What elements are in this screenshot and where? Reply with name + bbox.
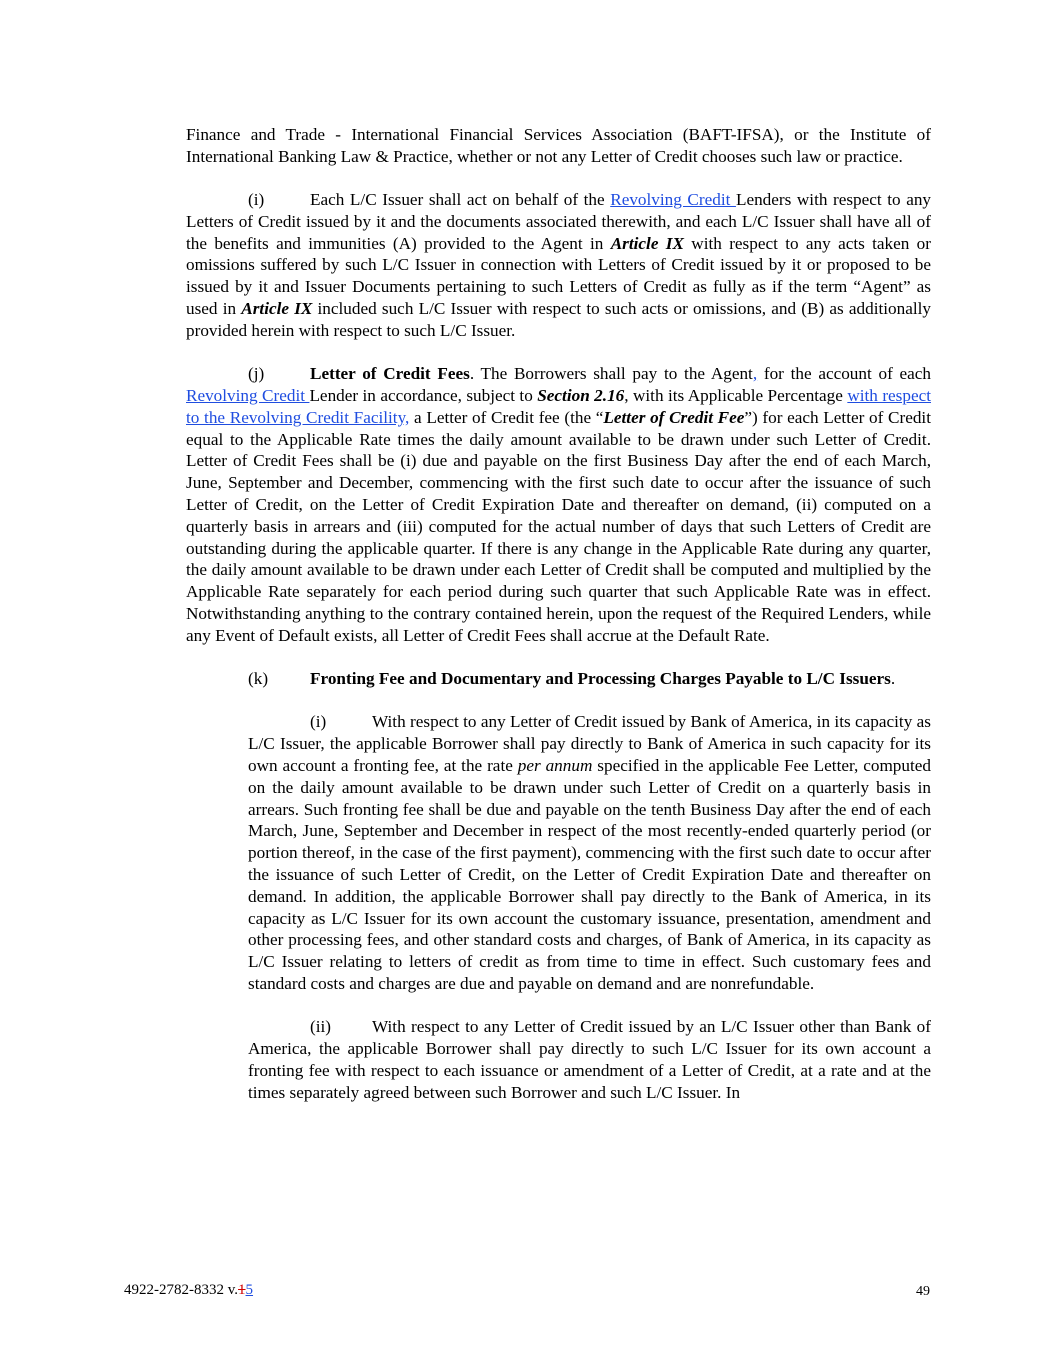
inserted-text: , [752, 364, 758, 384]
inserted-text: with respect to the Revolving Credit Facility, [186, 385, 931, 427]
section-heading: Fronting Fee and Documentary and Processing Charges Payable to L/C Issuers [310, 669, 891, 689]
inserted-text: Revolving Credit [186, 385, 310, 405]
section-heading: Letter of Credit Fees [310, 364, 470, 384]
paragraph-k-i: (i) With respect to any Letter of Credit issued by Bank of America, in its capacity as L/C Issuer, the applicable Borrower shall pay directly to Bank of America in such capacity for its own account a fronting fee, at the rate per annum specified in the applicable Fee Letter, computed on the daily amount available to be drawn under such Letter of Credit on a quarterly basis in arrears. Such fronting fee shall be due and payable on the tenth Business Day after the end of each March, June, September and December in respect of the most recently-ended quarterly period (or portion thereof, in the case of the first payment), commencing with the first such date to occur after the issuance of such Letter of Credit, on the Letter of Credit Expiration Date and thereafter on demand. In addition, the applicable Borrower shall pay directly to the Bank of America, in its capacity as L/C Issuer for its own account the customary issuance, presentation, amendment and other processing fees, and other standard costs and charges, of Bank of America, in its capacity as L/C Issuer relating to letters of credit as from time to time in effect. Such customary fees and standard costs and charges are due and payable on demand and are nonrefundable. [248, 712, 931, 993]
paragraph-j: (j) Letter of Credit Fees. The Borrowers shall pay to the Agent, for the account of each Revolving Credit Lender in accordance, subject to Section 2.16, with its Applicable Percentage with respect to the Revolving Credit Facility, a Letter of Credit fee (the “Letter of Credit Fee”) for each Letter of Credit equal to the Applicable Rate times the daily amount available to be drawn under such Letter of Credit. Letter of Credit Fees shall be (i) due and payable on the first Business Day after the end of each March, June, September and December, commencing with the first such date to occur after the issuance of such Letter of Credit, on the Letter of Credit Expiration Date and thereafter on demand, (ii) computed on a quarterly basis in arrears and (iii) computed for the actual number of days that such Letters of Credit are outstanding during the applicable quarter. If there is any change in the Applicable Rate during any quarter, the daily amount available to be drawn under each Letter of Credit shall be computed and multiplied by the Applicable Rate separately for each period during such quarter that such Applicable Rate was in effect. Notwithstanding anything to the contrary contained herein, upon the request of the Required Lenders, while any Event of Default exists, all Letter of Credit Fees shall accrue at the Default Rate. [186, 364, 931, 645]
deleted-text: 1 [238, 1282, 246, 1298]
inserted-text: 5 [245, 1282, 254, 1298]
paragraph-label: (k) [248, 669, 269, 689]
cross-reference: Section 2.16 [537, 385, 625, 405]
paragraph-i: (i) Each L/C Issuer shall act on behalf of the Revolving Credit Lenders with respect to any Letters of Credit issued by it and the documents associated therewith, and each L/C Issuer shall have all of the benefits and immunities (A) provided to the Agent in Article IX with respect to any acts taken or omissions suffered by such L/C Issuer in connection with Letters of Credit issued by it or proposed to be issued by it and Issuer Documents pertaining to such Letters of Credit as fully as if the term “Agent” as used in Article IX included such L/C Issuer with respect to such acts or omissions, and (B) as additionally provided herein with respect to such L/C Issuer. [186, 190, 932, 340]
paragraph-label: (i) [248, 190, 265, 210]
defined-term: Letter of Credit Fee [603, 407, 745, 427]
inserted-text: Revolving Credit [610, 190, 736, 210]
paragraph-label: (j) [248, 364, 265, 384]
paragraph-continuation: Finance and Trade - International Financial Services Association (BAFT-IFSA), or the Institute of International Banking Law & Practice, whether or not any Letter of Credit chooses such law or practice. [186, 125, 931, 166]
paragraph-label: (ii) [310, 1017, 331, 1037]
cross-reference: Article IX [610, 233, 684, 253]
paragraph-k-ii: (ii) With respect to any Letter of Credit issued by an L/C Issuer other than Bank of America, the applicable Borrower shall pay directly to such L/C Issuer for its own account a fronting fee with respect to each issuance or amendment of a Letter of Credit, at a rate and at the times separately agreed between such Borrower and such L/C Issuer. In [248, 1017, 931, 1102]
paragraph-label: (i) [310, 712, 327, 732]
page-number: 49 [916, 1284, 930, 1299]
document-id: 4922-2782-8332 v.15 [124, 1282, 254, 1298]
emphasis-text: per annum [517, 755, 593, 775]
cross-reference: Article IX [241, 299, 313, 319]
paragraph-k: (k) Fronting Fee and Documentary and Processing Charges Payable to L/C Issuers. [248, 669, 896, 689]
document-body [186, 124, 931, 1125]
